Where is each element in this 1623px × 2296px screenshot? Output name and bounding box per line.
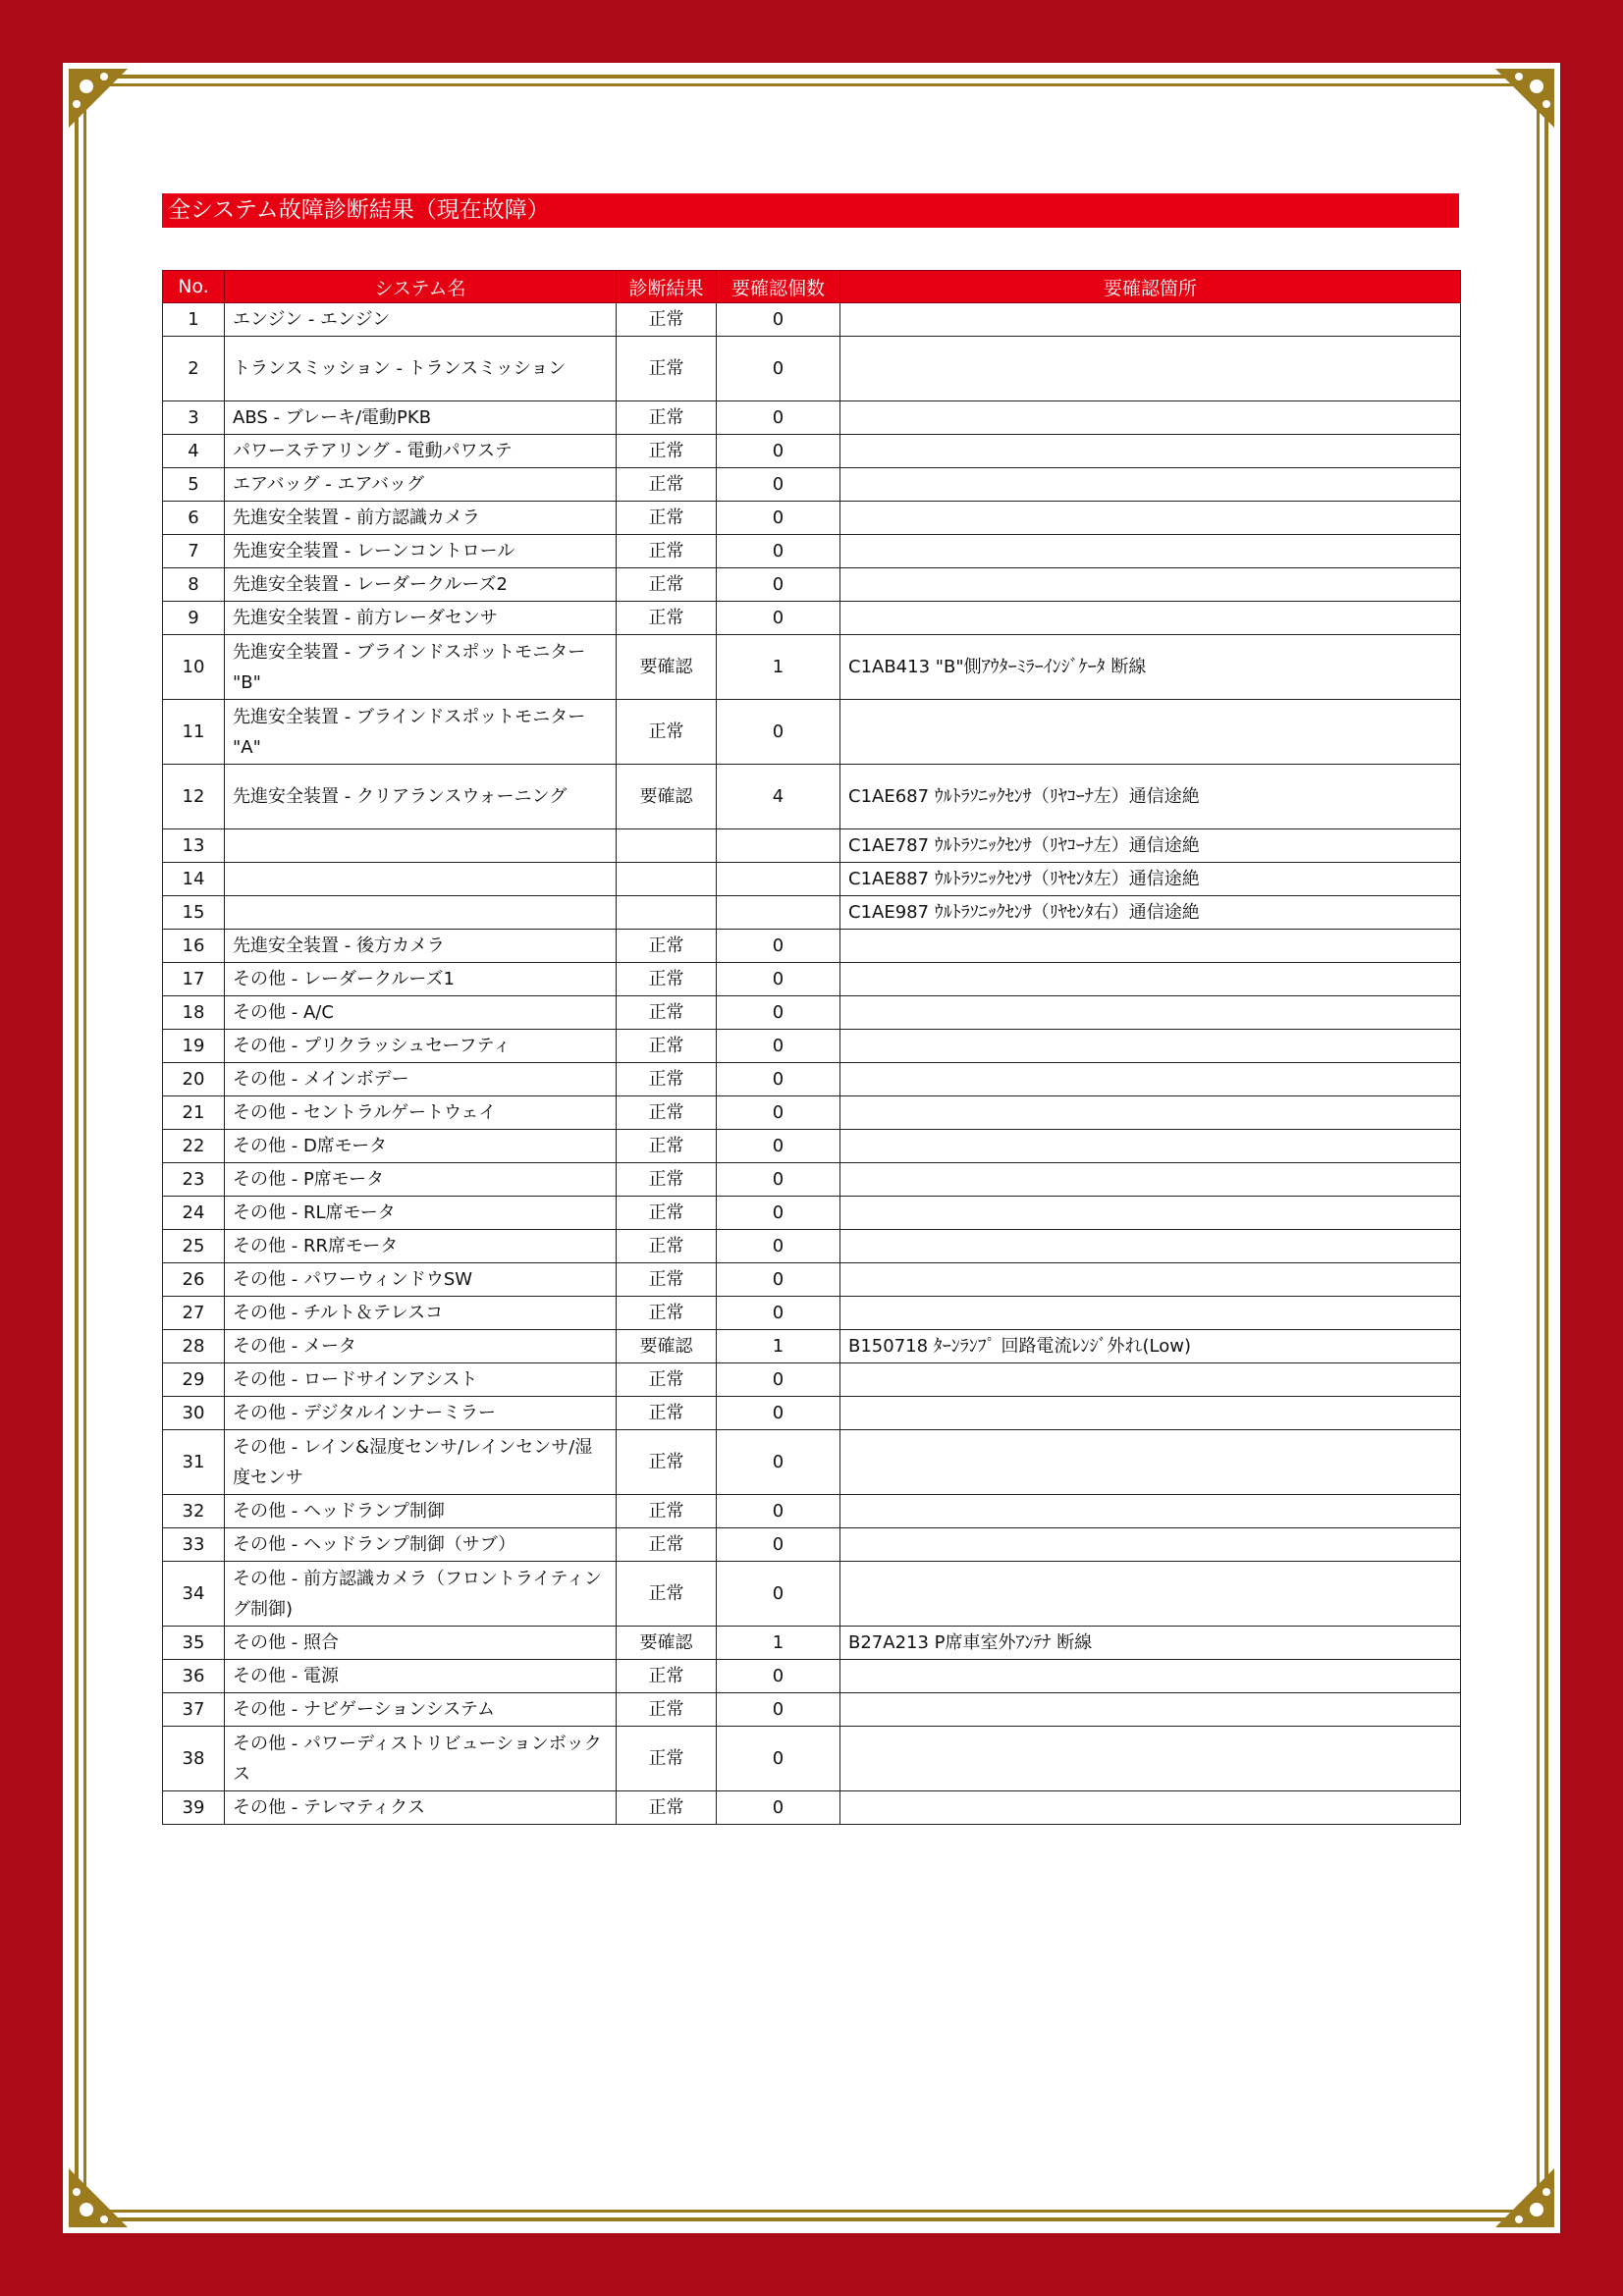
cell-result: 要確認 bbox=[617, 635, 717, 700]
table-row bbox=[163, 468, 1461, 502]
table-row bbox=[163, 1693, 1461, 1727]
cell-no: 29 bbox=[163, 1363, 225, 1397]
cell-location bbox=[840, 1562, 1461, 1627]
cell-location bbox=[840, 602, 1461, 635]
cell-result: 正常 bbox=[617, 1230, 717, 1263]
cell-location bbox=[840, 1030, 1461, 1063]
cell-system: 先進安全装置 - 前方認識カメラ bbox=[225, 502, 617, 535]
cell-system: その他 - P席モータ bbox=[225, 1163, 617, 1197]
ornament-icon bbox=[1488, 2161, 1556, 2229]
cell-system: その他 - メータ bbox=[225, 1330, 617, 1363]
cell-location bbox=[840, 1096, 1461, 1130]
cell-count: 1 bbox=[717, 1627, 840, 1660]
cell-count: 0 bbox=[717, 1363, 840, 1397]
cell-count: 0 bbox=[717, 1397, 840, 1430]
cell-system: その他 - セントラルゲートウェイ bbox=[225, 1096, 617, 1130]
table-row bbox=[163, 700, 1461, 765]
table-row bbox=[163, 602, 1461, 635]
cell-result: 正常 bbox=[617, 1495, 717, 1528]
cell-location bbox=[840, 1430, 1461, 1495]
cell-location bbox=[840, 1263, 1461, 1297]
table-row bbox=[163, 1230, 1461, 1263]
table-row bbox=[163, 1163, 1461, 1197]
cell-location bbox=[840, 535, 1461, 568]
cell-location bbox=[840, 502, 1461, 535]
cell-result: 正常 bbox=[617, 1727, 717, 1791]
cell-result: 正常 bbox=[617, 1263, 717, 1297]
cell-no: 17 bbox=[163, 963, 225, 996]
cell-system: ABS - ブレーキ/電動PKB bbox=[225, 401, 617, 435]
cell-count: 0 bbox=[717, 1727, 840, 1791]
cell-system: その他 - パワーディストリビューションボックス bbox=[225, 1727, 617, 1791]
cell-result: 正常 bbox=[617, 1030, 717, 1063]
table-row bbox=[163, 1197, 1461, 1230]
page-title: 全システム故障診断結果（現在故障） bbox=[162, 193, 1459, 228]
cell-no: 10 bbox=[163, 635, 225, 700]
cell-no: 20 bbox=[163, 1063, 225, 1096]
cell-system: その他 - プリクラッシュセーフティ bbox=[225, 1030, 617, 1063]
cell-count: 0 bbox=[717, 337, 840, 401]
cell-count bbox=[717, 896, 840, 930]
cell-system: その他 - テレマティクス bbox=[225, 1791, 617, 1825]
cell-no: 2 bbox=[163, 337, 225, 401]
ornament-icon bbox=[1488, 67, 1556, 135]
cell-system: その他 - ヘッドランプ制御 bbox=[225, 1495, 617, 1528]
cell-no: 32 bbox=[163, 1495, 225, 1528]
cell-count: 0 bbox=[717, 1063, 840, 1096]
cell-system: その他 - メインボデー bbox=[225, 1063, 617, 1096]
cell-result bbox=[617, 863, 717, 896]
table-row bbox=[163, 1063, 1461, 1096]
table-row bbox=[163, 1528, 1461, 1562]
cell-result: 正常 bbox=[617, 468, 717, 502]
cell-location bbox=[840, 1230, 1461, 1263]
cell-system: その他 - チルト＆テレスコ bbox=[225, 1297, 617, 1330]
table-row bbox=[163, 896, 1461, 930]
cell-location: C1AB413 "B"側ｱｳﾀｰﾐﾗｰｲﾝｼﾞｹｰﾀ 断線 bbox=[840, 635, 1461, 700]
table-row bbox=[163, 1263, 1461, 1297]
cell-system: その他 - RR席モータ bbox=[225, 1230, 617, 1263]
cell-result: 正常 bbox=[617, 337, 717, 401]
cell-location: C1AE787 ｳﾙﾄﾗｿﾆｯｸｾﾝｻ（ﾘﾔｺｰﾅ左）通信途絶 bbox=[840, 829, 1461, 863]
cell-result: 正常 bbox=[617, 996, 717, 1030]
cell-system: エンジン - エンジン bbox=[225, 303, 617, 337]
cell-count: 0 bbox=[717, 996, 840, 1030]
cell-result: 正常 bbox=[617, 1063, 717, 1096]
cell-result: 正常 bbox=[617, 1363, 717, 1397]
table-row bbox=[163, 502, 1461, 535]
cell-result: 正常 bbox=[617, 1562, 717, 1627]
cell-location bbox=[840, 963, 1461, 996]
table-row bbox=[163, 863, 1461, 896]
table-row bbox=[163, 401, 1461, 435]
cell-result: 要確認 bbox=[617, 1627, 717, 1660]
cell-result: 正常 bbox=[617, 700, 717, 765]
cell-system: その他 - A/C bbox=[225, 996, 617, 1030]
cell-count: 0 bbox=[717, 1791, 840, 1825]
cell-count: 0 bbox=[717, 568, 840, 602]
cell-count: 0 bbox=[717, 1130, 840, 1163]
cell-count: 0 bbox=[717, 1430, 840, 1495]
cell-system: 先進安全装置 - ブラインドスポットモニター "A" bbox=[225, 700, 617, 765]
cell-system: その他 - パワーウィンドウSW bbox=[225, 1263, 617, 1297]
table-row bbox=[163, 337, 1461, 401]
cell-location bbox=[840, 930, 1461, 963]
cell-no: 19 bbox=[163, 1030, 225, 1063]
cell-system: その他 - レイン&湿度センサ/レインセンサ/湿度センサ bbox=[225, 1430, 617, 1495]
cell-location bbox=[840, 568, 1461, 602]
cell-count: 0 bbox=[717, 1230, 840, 1263]
table-row bbox=[163, 303, 1461, 337]
cell-system: 先進安全装置 - 後方カメラ bbox=[225, 930, 617, 963]
cell-no: 12 bbox=[163, 765, 225, 829]
header-no: No. bbox=[163, 271, 225, 303]
cell-count: 0 bbox=[717, 1562, 840, 1627]
cell-no: 16 bbox=[163, 930, 225, 963]
table-header-row bbox=[163, 271, 1461, 303]
cell-system: その他 - デジタルインナーミラー bbox=[225, 1397, 617, 1430]
cell-count: 0 bbox=[717, 1163, 840, 1197]
cell-result: 正常 bbox=[617, 1660, 717, 1693]
table-row bbox=[163, 1397, 1461, 1430]
ornament-icon bbox=[67, 67, 135, 135]
cell-no: 15 bbox=[163, 896, 225, 930]
cell-location: B150718 ﾀｰﾝﾗﾝﾌﾟ 回路電流ﾚﾝｼﾞ外れ(Low) bbox=[840, 1330, 1461, 1363]
cell-count: 0 bbox=[717, 1495, 840, 1528]
cell-count: 0 bbox=[717, 963, 840, 996]
cell-count: 0 bbox=[717, 930, 840, 963]
table-row bbox=[163, 1363, 1461, 1397]
diagnosis-table bbox=[162, 270, 1461, 1825]
cell-location bbox=[840, 303, 1461, 337]
table-row bbox=[163, 1627, 1461, 1660]
cell-result: 正常 bbox=[617, 602, 717, 635]
cell-location bbox=[840, 337, 1461, 401]
cell-location bbox=[840, 1163, 1461, 1197]
table-row bbox=[163, 1330, 1461, 1363]
cell-system: 先進安全装置 - 前方レーダセンサ bbox=[225, 602, 617, 635]
cell-count: 0 bbox=[717, 1528, 840, 1562]
cell-system: エアバッグ - エアバッグ bbox=[225, 468, 617, 502]
cell-location bbox=[840, 1495, 1461, 1528]
cell-result: 要確認 bbox=[617, 765, 717, 829]
cell-no: 11 bbox=[163, 700, 225, 765]
cell-result: 正常 bbox=[617, 1096, 717, 1130]
cell-no: 4 bbox=[163, 435, 225, 468]
cell-no: 28 bbox=[163, 1330, 225, 1363]
cell-no: 30 bbox=[163, 1397, 225, 1430]
cell-no: 21 bbox=[163, 1096, 225, 1130]
cell-system: パワーステアリング - 電動パワステ bbox=[225, 435, 617, 468]
cell-system bbox=[225, 863, 617, 896]
cell-location bbox=[840, 1197, 1461, 1230]
cell-count: 1 bbox=[717, 1330, 840, 1363]
cell-location bbox=[840, 1660, 1461, 1693]
cell-no: 3 bbox=[163, 401, 225, 435]
cell-location bbox=[840, 1528, 1461, 1562]
cell-system: その他 - 照合 bbox=[225, 1627, 617, 1660]
cell-no: 38 bbox=[163, 1727, 225, 1791]
cell-location bbox=[840, 401, 1461, 435]
cell-no: 14 bbox=[163, 863, 225, 896]
cell-location bbox=[840, 468, 1461, 502]
cell-result: 正常 bbox=[617, 1430, 717, 1495]
cell-result: 要確認 bbox=[617, 1330, 717, 1363]
cell-result: 正常 bbox=[617, 963, 717, 996]
cell-location bbox=[840, 1297, 1461, 1330]
cell-no: 6 bbox=[163, 502, 225, 535]
cell-location bbox=[840, 1063, 1461, 1096]
cell-system: 先進安全装置 - クリアランスウォーニング bbox=[225, 765, 617, 829]
cell-count: 0 bbox=[717, 1197, 840, 1230]
cell-no: 39 bbox=[163, 1791, 225, 1825]
cell-no: 35 bbox=[163, 1627, 225, 1660]
table-row bbox=[163, 1495, 1461, 1528]
cell-count bbox=[717, 829, 840, 863]
cell-count: 0 bbox=[717, 401, 840, 435]
cell-location bbox=[840, 1693, 1461, 1727]
table-row bbox=[163, 1660, 1461, 1693]
cell-result: 正常 bbox=[617, 930, 717, 963]
cell-location bbox=[840, 996, 1461, 1030]
cell-no: 7 bbox=[163, 535, 225, 568]
cell-result: 正常 bbox=[617, 435, 717, 468]
cell-count: 0 bbox=[717, 1030, 840, 1063]
cell-system: 先進安全装置 - レーンコントロール bbox=[225, 535, 617, 568]
cell-location bbox=[840, 435, 1461, 468]
cell-no: 33 bbox=[163, 1528, 225, 1562]
table-body bbox=[163, 303, 1461, 1825]
table-row bbox=[163, 1297, 1461, 1330]
cell-system: その他 - 前方認識カメラ（フロントライティング制御) bbox=[225, 1562, 617, 1627]
table-row bbox=[163, 1562, 1461, 1627]
cell-no: 8 bbox=[163, 568, 225, 602]
cell-count: 0 bbox=[717, 1297, 840, 1330]
cell-system: その他 - D席モータ bbox=[225, 1130, 617, 1163]
cell-location bbox=[840, 1727, 1461, 1791]
cell-no: 27 bbox=[163, 1297, 225, 1330]
cell-system bbox=[225, 829, 617, 863]
cell-count: 0 bbox=[717, 1263, 840, 1297]
table-row bbox=[163, 1030, 1461, 1063]
cell-count: 0 bbox=[717, 468, 840, 502]
cell-result: 正常 bbox=[617, 1397, 717, 1430]
cell-result: 正常 bbox=[617, 1197, 717, 1230]
cell-no: 36 bbox=[163, 1660, 225, 1693]
cell-result: 正常 bbox=[617, 1297, 717, 1330]
report-page bbox=[63, 63, 1560, 2233]
cell-no: 31 bbox=[163, 1430, 225, 1495]
cell-count: 0 bbox=[717, 1693, 840, 1727]
cell-system: その他 - レーダークルーズ1 bbox=[225, 963, 617, 996]
cell-result: 正常 bbox=[617, 535, 717, 568]
cell-system: その他 - ヘッドランプ制御（サブ） bbox=[225, 1528, 617, 1562]
cell-result: 正常 bbox=[617, 401, 717, 435]
cell-count: 0 bbox=[717, 1096, 840, 1130]
header-system: システム名 bbox=[225, 271, 617, 303]
table-row bbox=[163, 963, 1461, 996]
cell-location bbox=[840, 700, 1461, 765]
cell-count: 0 bbox=[717, 303, 840, 337]
cell-location: C1AE887 ｳﾙﾄﾗｿﾆｯｸｾﾝｻ（ﾘﾔｾﾝﾀ左）通信途絶 bbox=[840, 863, 1461, 896]
cell-result: 正常 bbox=[617, 1130, 717, 1163]
cell-system: 先進安全装置 - ブラインドスポットモニター "B" bbox=[225, 635, 617, 700]
cell-no: 22 bbox=[163, 1130, 225, 1163]
cell-system: その他 - ナビゲーションシステム bbox=[225, 1693, 617, 1727]
cell-no: 37 bbox=[163, 1693, 225, 1727]
table-row bbox=[163, 1096, 1461, 1130]
table-row bbox=[163, 930, 1461, 963]
cell-no: 24 bbox=[163, 1197, 225, 1230]
cell-no: 34 bbox=[163, 1562, 225, 1627]
cell-result: 正常 bbox=[617, 1791, 717, 1825]
table-row bbox=[163, 996, 1461, 1030]
cell-count: 4 bbox=[717, 765, 840, 829]
cell-count: 0 bbox=[717, 1660, 840, 1693]
table-row bbox=[163, 829, 1461, 863]
cell-result bbox=[617, 829, 717, 863]
cell-count: 0 bbox=[717, 435, 840, 468]
cell-no: 25 bbox=[163, 1230, 225, 1263]
cell-location bbox=[840, 1397, 1461, 1430]
cell-count: 1 bbox=[717, 635, 840, 700]
cell-count: 0 bbox=[717, 700, 840, 765]
table-row bbox=[163, 1727, 1461, 1791]
cell-result: 正常 bbox=[617, 568, 717, 602]
cell-count: 0 bbox=[717, 502, 840, 535]
cell-system: その他 - ロードサインアシスト bbox=[225, 1363, 617, 1397]
cell-system bbox=[225, 896, 617, 930]
cell-system: 先進安全装置 - レーダークルーズ2 bbox=[225, 568, 617, 602]
cell-no: 18 bbox=[163, 996, 225, 1030]
cell-location bbox=[840, 1791, 1461, 1825]
cell-no: 23 bbox=[163, 1163, 225, 1197]
cell-location: B27A213 P席車室外ｱﾝﾃﾅ 断線 bbox=[840, 1627, 1461, 1660]
cell-result: 正常 bbox=[617, 502, 717, 535]
ornament-icon bbox=[67, 2161, 135, 2229]
table-row bbox=[163, 635, 1461, 700]
table-row bbox=[163, 765, 1461, 829]
cell-count: 0 bbox=[717, 602, 840, 635]
cell-system: トランスミッション - トランスミッション bbox=[225, 337, 617, 401]
header-result: 診断結果 bbox=[617, 271, 717, 303]
cell-count bbox=[717, 863, 840, 896]
cell-location bbox=[840, 1130, 1461, 1163]
cell-result: 正常 bbox=[617, 1528, 717, 1562]
cell-no: 5 bbox=[163, 468, 225, 502]
cell-no: 9 bbox=[163, 602, 225, 635]
table-row bbox=[163, 1791, 1461, 1825]
header-location: 要確認箇所 bbox=[840, 271, 1461, 303]
table-row bbox=[163, 535, 1461, 568]
cell-result: 正常 bbox=[617, 303, 717, 337]
cell-no: 1 bbox=[163, 303, 225, 337]
cell-location: C1AE987 ｳﾙﾄﾗｿﾆｯｸｾﾝｻ（ﾘﾔｾﾝﾀ右）通信途絶 bbox=[840, 896, 1461, 930]
cell-result: 正常 bbox=[617, 1163, 717, 1197]
table-row bbox=[163, 568, 1461, 602]
table-row bbox=[163, 1430, 1461, 1495]
cell-system: その他 - RL席モータ bbox=[225, 1197, 617, 1230]
table-row bbox=[163, 435, 1461, 468]
cell-system: その他 - 電源 bbox=[225, 1660, 617, 1693]
cell-count: 0 bbox=[717, 535, 840, 568]
cell-result bbox=[617, 896, 717, 930]
table-row bbox=[163, 1130, 1461, 1163]
cell-no: 13 bbox=[163, 829, 225, 863]
cell-location bbox=[840, 1363, 1461, 1397]
cell-location: C1AE687 ｳﾙﾄﾗｿﾆｯｸｾﾝｻ（ﾘﾔｺｰﾅ左）通信途絶 bbox=[840, 765, 1461, 829]
cell-no: 26 bbox=[163, 1263, 225, 1297]
cell-result: 正常 bbox=[617, 1693, 717, 1727]
header-count: 要確認個数 bbox=[717, 271, 840, 303]
